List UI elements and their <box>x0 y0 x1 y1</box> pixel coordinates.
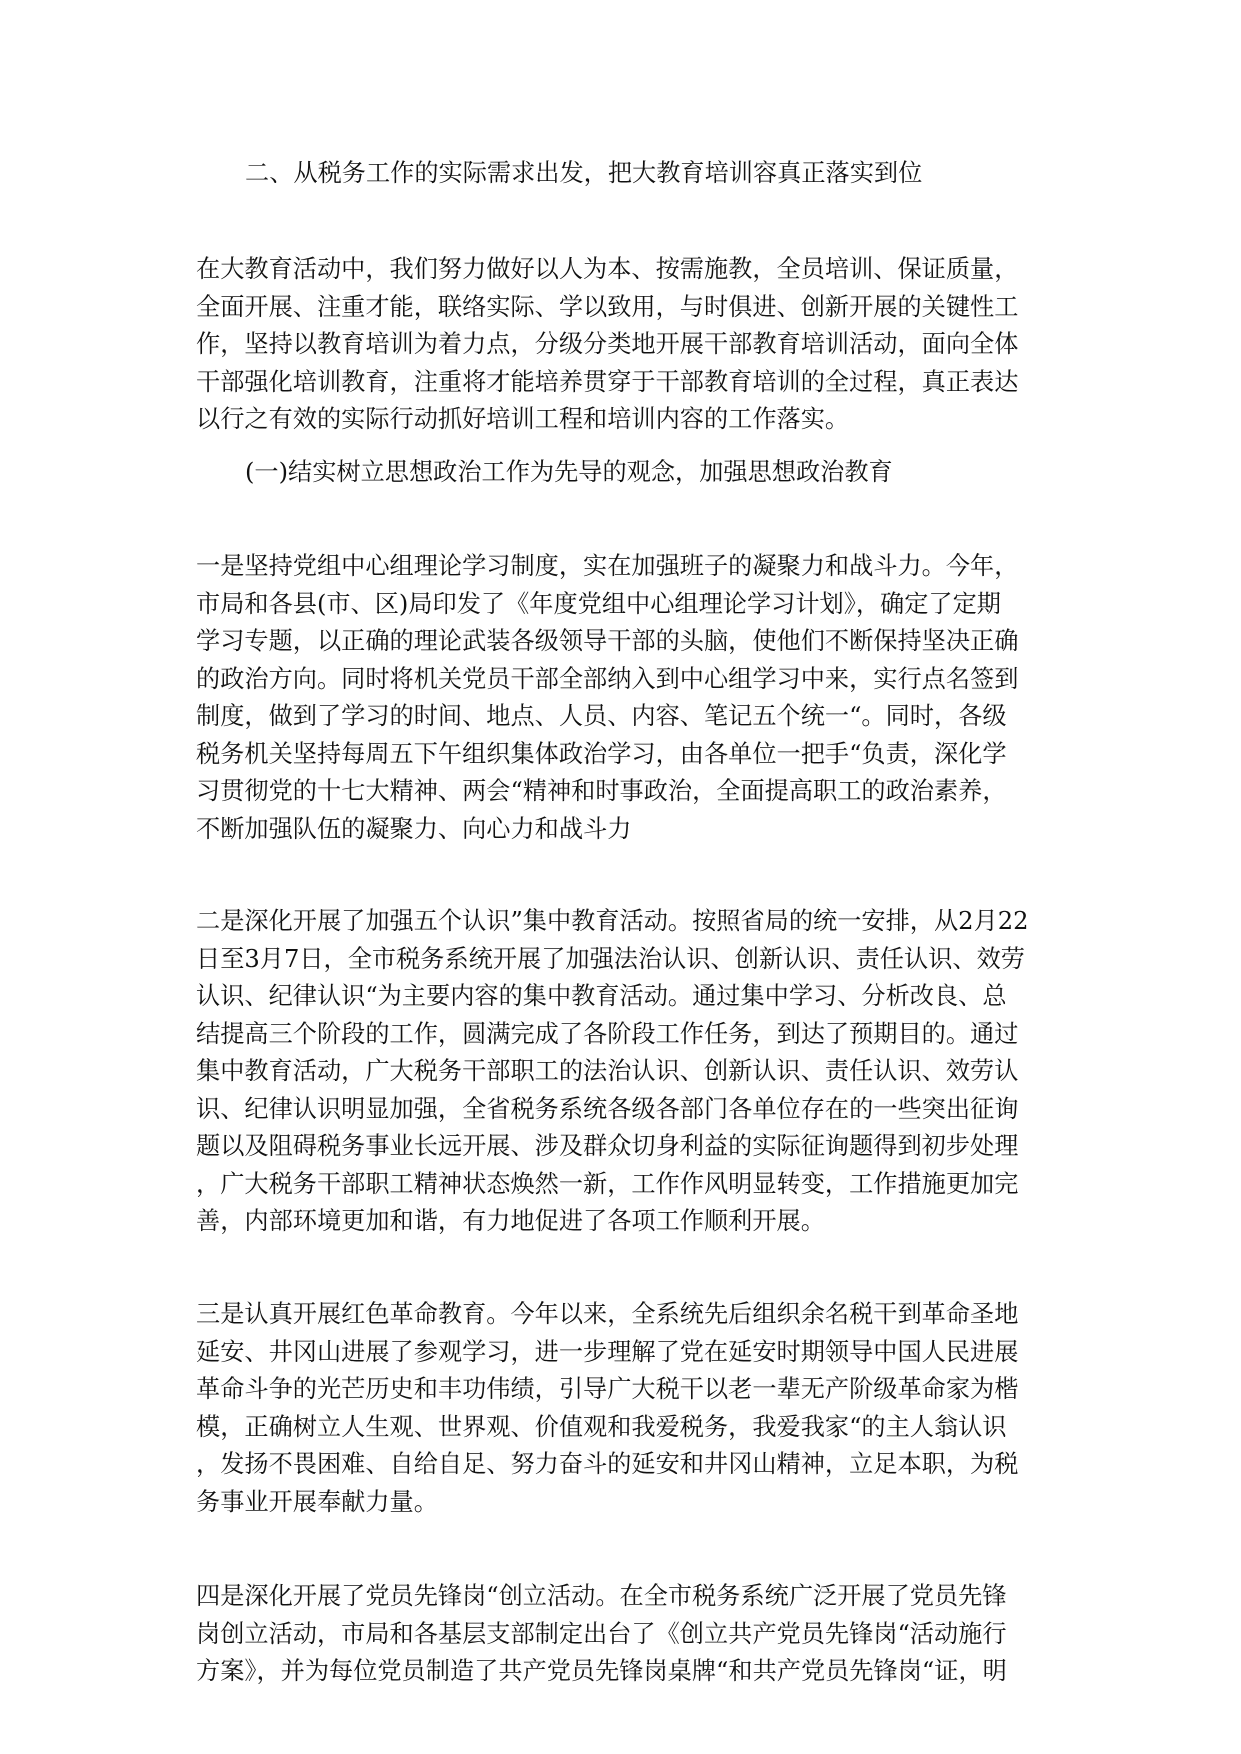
paragraph-line: 作，坚持以教育培训为着力点，分级分类地开展干部教育培训活动，面向全体 <box>196 330 1019 358</box>
paragraph-line: 模，正确树立人生观、世界观、价值观和我爱税务，我爱我家“的主人翁认识 <box>196 1412 1007 1441</box>
subsection-heading-text: (一)结实树立思想政治工作为先导的观念，加强思想政治教育 <box>245 458 893 486</box>
paragraph-line: 岗创立活动，市局和各基层支部制定出台了《创立共产党员先锋岗“活动施行 <box>196 1619 1007 1648</box>
section-heading <box>245 155 1065 193</box>
paragraph-line: 识、纪律认识明显加强，全省税务系统各级各部门各单位存在的一些突出征询 <box>196 1094 1019 1123</box>
paragraph-line: 革命斗争的光芒历史和丰功伟绩，引导广大税干以老一辈无产阶级革命家为楷 <box>196 1375 1019 1403</box>
paragraph-five-awareness <box>196 903 1054 1241</box>
paragraph-red-education <box>196 1296 1054 1521</box>
paragraph-line: 务事业开展奉献力量。 <box>196 1487 438 1516</box>
paragraph-pioneer-post <box>196 1578 1054 1691</box>
paragraph-line: 不断加强队伍的凝聚力、向心力和战斗力 <box>196 814 632 843</box>
intro-paragraph <box>196 251 1054 439</box>
paragraph-line: 以行之有效的实际行动抓好培训工程和培训内容的工作落实。 <box>196 405 850 433</box>
paragraph-line: 在大教育活动中，我们努力做好以人为本、按需施教，全员培训、保证质量， <box>196 255 1019 283</box>
paragraph-line: 市局和各县(市、区)局印发了《年度党组中心组理论学习计划》，确定了定期 <box>196 589 1001 618</box>
paragraph-line: 方案》，并为每位党员制造了共产党员先锋岗桌牌“和共产党员先锋岗“证，明 <box>196 1657 1007 1685</box>
paragraph-line: 二是深化开展了加强五个认识”集中教育活动。按照省局的统一安排，从2月22 <box>196 907 1029 935</box>
section-heading-text: 二、从税务工作的实际需求出发，把大教育培训容真正落实到位 <box>245 159 923 187</box>
paragraph-line: ，发扬不畏困难、自给自足、努力奋斗的延安和井冈山精神，立足本职，为税 <box>196 1450 1019 1478</box>
paragraph-line: 日至3月7日，全市税务系统开展了加强法治认识、创新认识、责任认识、效劳 <box>196 944 1025 973</box>
paragraph-line: ，广大税务干部职工精神状态焕然一新，工作作风明显转变，工作措施更加完 <box>196 1169 1019 1198</box>
paragraph-line: 一是坚持党组中心组理论学习制度，实在加强班子的凝聚力和战斗力。今年， <box>196 552 1019 580</box>
paragraph-line: 税务机关坚持每周五下午组织集体政治学习，由各单位一把手“负责，深化学 <box>196 739 1007 768</box>
paragraph-line: 集中教育活动，广大税务干部职工的法治认识、创新认识、责任认识、效劳认 <box>196 1057 1019 1085</box>
paragraph-line: 的政治方向。同时将机关党员干部全部纳入到中心组学习中来，实行点名签到 <box>196 664 1019 693</box>
paragraph-party-study <box>196 548 1054 848</box>
paragraph-line: 制度，做到了学习的时间、地点、人员、内容、笔记五个统一“。同时，各级 <box>196 702 1007 730</box>
paragraph-line: 善，内部环境更加和谐，有力地促进了各项工作顺利开展。 <box>196 1207 825 1235</box>
paragraph-line: 习贯彻党的十七大精神、两会“精神和时事政治，全面提高职工的政治素养， <box>196 777 1007 805</box>
paragraph-line: 干部强化培训教育，注重将才能培养贯穿于干部教育培训的全过程，真正表达 <box>196 367 1019 396</box>
paragraph-line: 全面开展、注重才能，联络实际、学以致用，与时俱进、创新开展的关键性工 <box>196 292 1019 321</box>
paragraph-line: 四是深化开展了党员先锋岗“创立活动。在全市税务系统广泛开展了党员先锋 <box>196 1582 1007 1610</box>
paragraph-line: 题以及阻碍税务事业长远开展、涉及群众切身利益的实际征询题得到初步处理 <box>196 1132 1019 1160</box>
paragraph-line: 学习专题，以正确的理论武装各级领导干部的头脑，使他们不断保持坚决正确 <box>196 627 1019 655</box>
subsection-heading <box>245 454 1065 492</box>
paragraph-line: 延安、井冈山进展了参观学习，进一步理解了党在延安时期领导中国人民进展 <box>196 1337 1019 1366</box>
paragraph-line: 三是认真开展红色革命教育。今年以来，全系统先后组织余名税干到革命圣地 <box>196 1300 1019 1328</box>
paragraph-line: 结提高三个阶段的工作，圆满完成了各阶段工作任务，到达了预期目的。通过 <box>196 1019 1019 1048</box>
paragraph-line: 认识、纪律认识“为主要内容的集中教育活动。通过集中学习、分析改良、总 <box>196 982 1007 1010</box>
